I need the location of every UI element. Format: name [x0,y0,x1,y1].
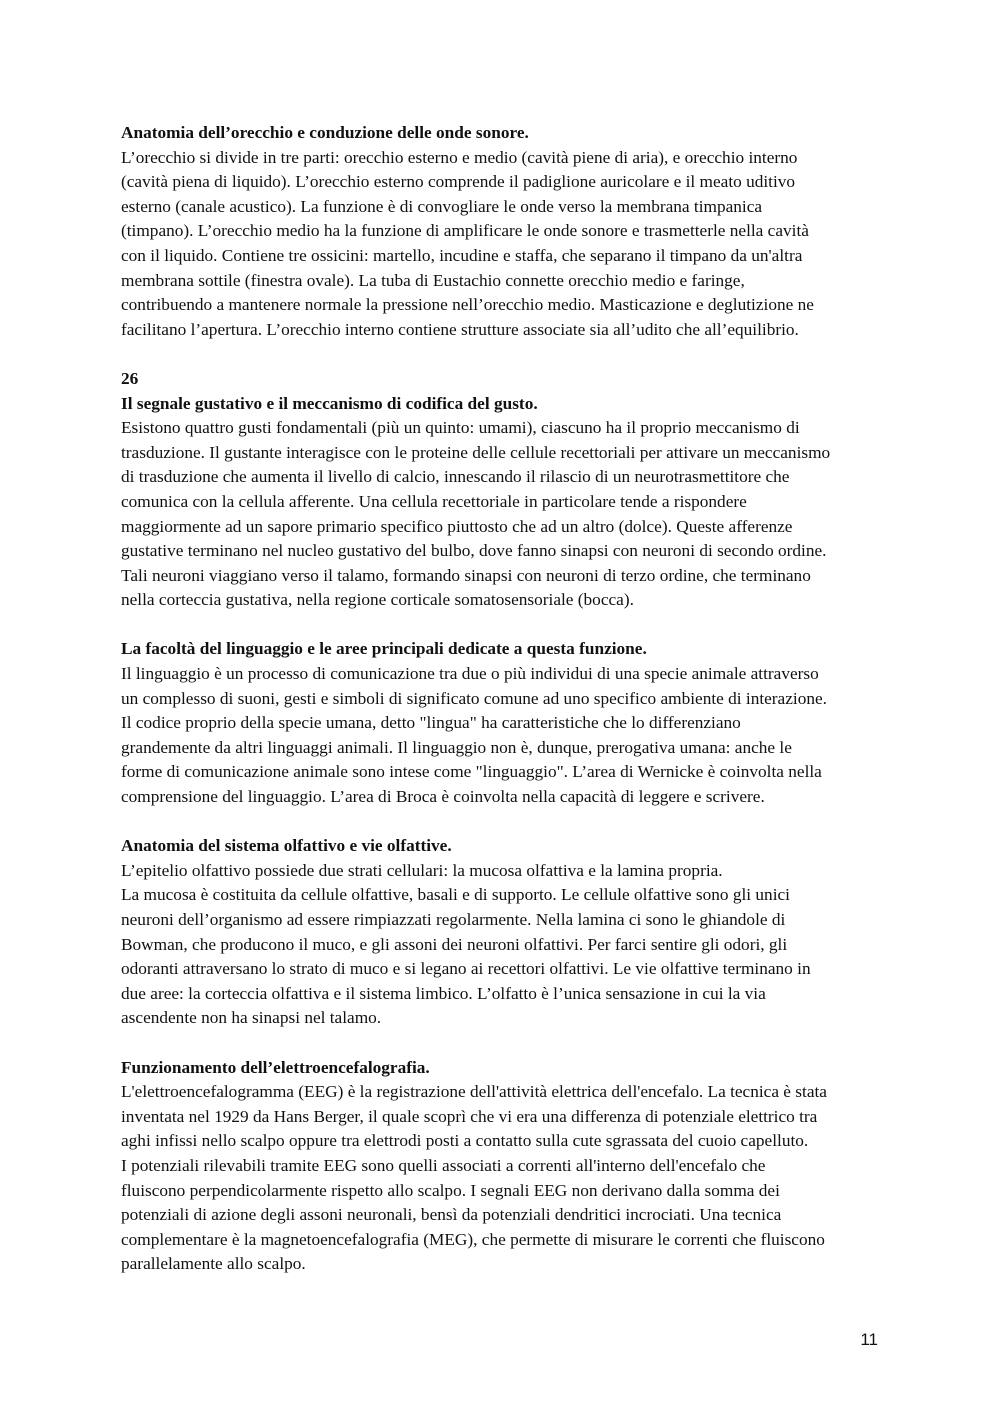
text-line: La mucosa è costituita da cellule olfattive, basali e di supporto. Le cellule olfattive sono gli unici [121,885,790,905]
text-line: (timpano). L’orecchio medio ha la funzione di amplificare le onde sonore e trasmetterle nella cavità [121,221,809,241]
text-line: I potenziali rilevabili tramite EEG sono quelli associati a correnti all'interno dell'encefalo che [121,1155,766,1175]
section-heading: Funzionamento dell’elettroencefalografia. [121,1057,430,1077]
text-line: odoranti attraversano lo strato di muco e si legano ai recettori olfattivi. Le vie olfattive terminano in [121,959,811,979]
text-line: di trasduzione che aumenta il livello di calcio, innescando il rilascio di un neurotrasmettitore che [121,467,790,487]
section-ear-anatomy [121,121,887,342]
text-line: potenziali di azione degli assoni neuronali, bensì da potenziali dendritici incrociati. Una tecnica [121,1205,782,1225]
text-line: L’orecchio si divide in tre parti: orecchio esterno e medio (cavità piene di aria), e orecchio interno [121,147,798,167]
text-line: parallelamente allo scalpo. [121,1254,306,1274]
section-heading: La facoltà del linguaggio e le aree principali dedicate a questa funzione. [121,639,647,659]
text-line: contribuendo a mantenere normale la pressione nell’orecchio medio. Masticazione e deglutizione ne [121,295,814,315]
text-line: Il linguaggio è un processo di comunicazione tra due o più individui di una specie animale attraverso [121,664,819,684]
text-line: comunica con la cellula afferente. Una cellula recettoriale in particolare tende a rispondere [121,491,747,511]
section-eeg [121,1056,887,1277]
text-line: inventata nel 1929 da Hans Berger, il quale scoprì che vi era una differenza di potenziale elettrico tra [121,1106,818,1126]
text-line: maggiormente ad un sapore primario specifico piuttosto che ad un altro (dolce). Queste afferenze [121,516,793,536]
text-line: due aree: la corteccia olfattiva e il sistema limbico. L’olfatto è l’unica sensazione in cui la via [121,983,766,1003]
text-line: grandemente da altri linguaggi animali. Il linguaggio non è, dunque, prerogativa umana: anche le [121,737,792,757]
text-line: neuroni dell’organismo ad essere rimpiazzati regolarmente. Nella lamina ci sono le ghiandole di [121,910,786,929]
section-heading: Il segnale gustativo e il meccanismo di codifica del gusto. [121,393,538,413]
text-line: trasduzione. Il gustante interagisce con le proteine delle cellule recettoriali per attivare un meccanismo [121,442,831,462]
text-line: gustative terminano nel nucleo gustativo del bulbo, dove fanno sinapsi con neuroni di secondo ordine. [121,541,827,561]
text-line: facilitano l’apertura. L’orecchio interno contiene strutture associate sia all’udito che all’equilibrio. [121,319,799,339]
text-line: membrana sottile (finestra ovale). La tuba di Eustachio connette orecchio medio e faringe, [121,270,745,290]
section-heading: Anatomia dell’orecchio e conduzione delle onde sonore. [121,123,529,142]
text-line: L’epitelio olfattivo possiede due strati cellulari: la mucosa olfattiva e la lamina propria. [121,860,723,880]
section-heading: Anatomia del sistema olfattivo e vie olfattive. [121,836,452,856]
text-line: Tali neuroni viaggiano verso il talamo, formando sinapsi con neuroni di terzo ordine, che terminano [121,565,811,585]
page-content [121,121,887,1302]
text-line: con il liquido. Contiene tre ossicini: martello, incudine e staffa, che separano il timpano da un'altra [121,245,803,265]
text-line: un complesso di suoni, gesti e simboli di significato comune ad uno specifico ambiente di interazione. [121,688,827,708]
text-line: fluiscono perpendicolarmente rispetto allo scalpo. I segnali EEG non derivano dalla somma dei [121,1180,780,1200]
section-number: 26 [121,368,139,388]
text-line: Esistono quattro gusti fondamentali (più un quinto: umami), ciascuno ha il proprio meccanismo di [121,418,800,438]
text-line: (cavità piena di liquido). L’orecchio esterno comprende il padiglione auricolare e il meato uditivo [121,172,796,192]
text-line: forme di comunicazione animale sono intese come "linguaggio". L’area di Wernicke è coinvolta nella [121,762,822,782]
section-language [121,637,887,809]
section-olfactory [121,834,887,1031]
text-line: Il codice proprio della specie umana, detto "lingua" ha caratteristiche che lo differenziano [121,713,741,733]
text-line: esterno (canale acustico). La funzione è di convogliare le onde verso la membrana timpanica [121,196,763,216]
page-number: 11 [860,1330,878,1349]
text-line: ascendente non ha sinapsi nel talamo. [121,1008,382,1028]
text-line: aghi infissi nello scalpo oppure tra elettrodi posti a contatto sulla cute sgrassata del cuoio capelluto. [121,1131,809,1151]
text-line: Bowman, che producono il muco, e gli assoni dei neuroni olfattivi. Per farci sentire gli odori, gli [121,934,788,954]
text-line: nella corteccia gustativa, nella regione corticale somatosensoriale (bocca). [121,590,634,610]
text-line: comprensione del linguaggio. L’area di Broca è coinvolta nella capacità di leggere e scrivere. [121,787,765,807]
text-line: L'elettroencefalogramma (EEG) è la registrazione dell'attività elettrica dell'encefalo. La tecnica è stata [121,1082,827,1102]
section-taste-signal [121,367,887,613]
text-line: complementare è la magnetoencefalografia (MEG), che permette di misurare le correnti che fluiscono [121,1229,825,1249]
